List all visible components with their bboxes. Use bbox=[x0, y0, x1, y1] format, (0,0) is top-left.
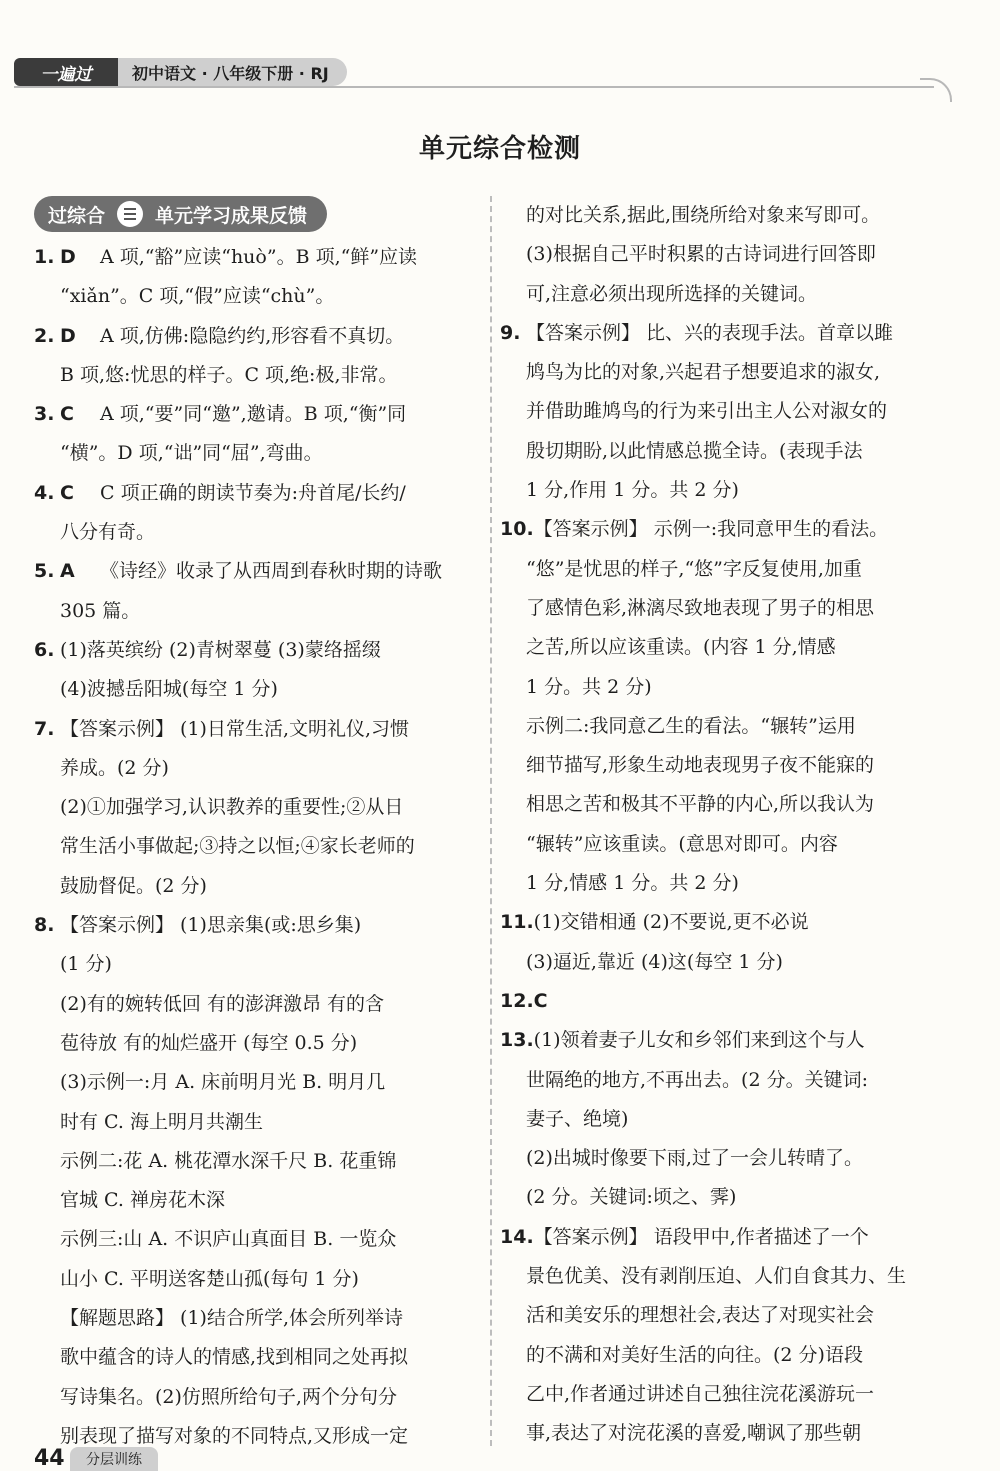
answer-choice: C bbox=[60, 481, 74, 504]
page-title: 单元综合检测 bbox=[418, 134, 581, 164]
answer-text: 活和美安乐的理想社会,表达了对现实社会 bbox=[526, 1304, 875, 1327]
answer-line bbox=[34, 317, 486, 356]
question-number: 11. bbox=[500, 911, 534, 934]
answer-line bbox=[500, 471, 952, 510]
answer-line bbox=[34, 238, 486, 277]
answer-text: 的对比关系,据此,围绕所给对象来写即可。 bbox=[526, 204, 881, 226]
answer-text: 1 分,作用 1 分。共 2 分) bbox=[526, 479, 739, 502]
answer-text: 常生活小事做起;③持之以恒;④家长老师的 bbox=[60, 835, 415, 858]
answer-line bbox=[34, 1103, 486, 1142]
answer-line bbox=[34, 277, 486, 316]
answer-text: 八分有奇。 bbox=[60, 521, 156, 544]
answer-text: (3)示例一:月 A. 床前明月光 B. 明月几 bbox=[60, 1071, 386, 1094]
answer-line bbox=[34, 670, 486, 709]
answer-text: 示例二:花 A. 桃花潭水深千尺 B. 花重锦 bbox=[60, 1149, 397, 1172]
answer-text: 示例三:山 A. 不识庐山真面目 B. 一览众 bbox=[60, 1228, 397, 1251]
answer-text: (1)落英缤纷 (2)青树翠蔓 (3)蒙络摇缀 bbox=[60, 638, 381, 661]
right-column bbox=[500, 196, 952, 1454]
answer-text: A 项,“要”同“邀”,邀请。B 项,“衡”同 bbox=[100, 403, 407, 426]
answer-line bbox=[500, 1178, 952, 1217]
answer-text: (2 分。关键词:顷之、霁) bbox=[526, 1186, 737, 1209]
question-number: 3. bbox=[34, 403, 55, 426]
answer-line bbox=[500, 1414, 952, 1453]
answer-text: (2)出城时像要下雨,过了一会儿转晴了。 bbox=[526, 1147, 863, 1170]
answer-text: 别表现了描写对象的不同特点,又形成一定 bbox=[60, 1424, 409, 1447]
answer-text: C 项正确的朗读节奏为:舟首尾/长约/ bbox=[100, 481, 406, 504]
answer-line bbox=[500, 432, 952, 471]
answer-text: 【答案示例】 语段甲中,作者描述了一个 bbox=[533, 1225, 869, 1248]
answer-text: 示例二:我同意乙生的看法。“辗转”运用 bbox=[526, 714, 856, 737]
answer-choice: D bbox=[60, 246, 76, 268]
answer-line bbox=[500, 785, 952, 824]
answer-line bbox=[34, 1220, 486, 1259]
question-number: 5. bbox=[34, 560, 55, 583]
answer-text: (1)领着妻子儿女和乡邻们来到这个与人 bbox=[533, 1029, 865, 1052]
question-number: 1. bbox=[34, 246, 55, 268]
answer-text: 苞待放 有的灿烂盛开 (每空 0.5 分) bbox=[60, 1031, 358, 1054]
answer-line bbox=[500, 1021, 952, 1060]
answer-line bbox=[500, 1218, 952, 1257]
answer-text: 官城 C. 禅房花木深 bbox=[60, 1189, 225, 1212]
answer-line bbox=[500, 746, 952, 785]
answer-line bbox=[500, 825, 952, 864]
answer-text: 事,表达了对浣花溪的喜爱,嘲讽了那些朝 bbox=[526, 1422, 862, 1445]
answer-line bbox=[500, 1375, 952, 1414]
answer-line bbox=[34, 513, 486, 552]
list-icon bbox=[117, 201, 143, 227]
answer-line bbox=[34, 1142, 486, 1181]
answer-text: (2)①加强学习,认识教养的重要性;②从日 bbox=[60, 796, 404, 819]
answer-text: 细节描写,形象生动地表现男子夜不能寐的 bbox=[526, 754, 875, 777]
answer-choice: D bbox=[60, 324, 76, 347]
answer-choice: C bbox=[60, 403, 74, 426]
brand-logo: 一遍过 bbox=[14, 58, 118, 86]
answer-line bbox=[500, 196, 952, 235]
answer-line bbox=[34, 1260, 486, 1299]
answer-line bbox=[34, 788, 486, 827]
answer-line bbox=[34, 592, 486, 631]
answer-line bbox=[500, 589, 952, 628]
answer-line bbox=[500, 1061, 952, 1100]
answer-line bbox=[34, 631, 486, 670]
answer-line bbox=[500, 392, 952, 431]
answer-text: 鼓励督促。(2 分) bbox=[60, 874, 207, 897]
answer-text: 鸠鸟为比的对象,兴起君子想要追求的淑女, bbox=[526, 361, 881, 384]
answer-text: (3)根据自己平时积累的古诗词进行回答即 bbox=[526, 243, 876, 266]
answer-line bbox=[500, 235, 952, 274]
answer-text: 写诗集名。(2)仿照所给句子,两个分句分 bbox=[60, 1385, 397, 1408]
answer-line bbox=[500, 982, 952, 1021]
banner-label: 过综合 bbox=[48, 204, 106, 227]
question-number: 7. bbox=[34, 717, 55, 740]
banner-subtitle: 单元学习成果反馈 bbox=[155, 204, 308, 227]
answer-line bbox=[34, 710, 486, 749]
answer-text: A 项,“豁”应读“huò”。B 项,“鲜”应读 bbox=[100, 246, 418, 268]
answer-line bbox=[34, 434, 486, 473]
answer-text: “辗转”应该重读。(意思对即可。内容 bbox=[526, 832, 838, 855]
answer-text: 殷切期盼,以此情感总揽全诗。(表现手法 bbox=[526, 439, 863, 462]
answer-text: 1 分,情感 1 分。共 2 分) bbox=[526, 872, 739, 895]
answer-text: 【答案示例】 (1)日常生活,文明礼仪,习惯 bbox=[60, 717, 410, 740]
question-number: 4. bbox=[34, 481, 55, 504]
answer-text: “横”。D 项,“诎”同“屈”,弯曲。 bbox=[60, 442, 323, 465]
answer-line bbox=[500, 1296, 952, 1335]
answer-line bbox=[34, 395, 486, 434]
answer-line bbox=[34, 474, 486, 513]
page-footer bbox=[0, 1448, 158, 1471]
running-header bbox=[14, 56, 347, 88]
answer-line bbox=[500, 707, 952, 746]
answer-line bbox=[500, 1100, 952, 1139]
answer-text: 之苦,所以应该重读。(内容 1 分,情感 bbox=[526, 636, 836, 659]
answer-line bbox=[34, 749, 486, 788]
answer-line bbox=[34, 1338, 486, 1377]
answer-text: 《诗经》收录了从西周到春秋时期的诗歌 bbox=[100, 560, 443, 583]
left-column bbox=[34, 196, 486, 1456]
header-rule-curve bbox=[920, 78, 952, 102]
answer-text: 歌中蕴含的诗人的情感,找到相同之处再拟 bbox=[60, 1346, 409, 1369]
answer-line bbox=[500, 1336, 952, 1375]
answer-line bbox=[34, 1024, 486, 1063]
answer-text: “xiǎn”。C 项,“假”应读“chù”。 bbox=[60, 285, 335, 308]
answer-text: 【解题思路】 (1)结合所学,体会所列举诗 bbox=[60, 1307, 403, 1330]
answer-choice: C bbox=[533, 989, 548, 1012]
question-number: 14. bbox=[500, 1225, 534, 1248]
answer-text: “悠”是忧思的样子,“悠”字反复使用,加重 bbox=[526, 557, 862, 580]
answer-line bbox=[34, 906, 486, 945]
answer-line bbox=[34, 867, 486, 906]
answer-line bbox=[500, 510, 952, 549]
answer-text: (2)有的婉转低回 有的澎湃激昂 有的含 bbox=[60, 992, 384, 1015]
question-number: 13. bbox=[500, 1029, 534, 1052]
section-banner bbox=[34, 196, 327, 232]
column-divider bbox=[490, 196, 492, 1446]
answer-text: 了感情色彩,淋漓尽致地表现了男子的相思 bbox=[526, 596, 875, 619]
answer-line bbox=[500, 628, 952, 667]
answer-choice: A bbox=[60, 560, 75, 583]
answer-line bbox=[500, 314, 952, 353]
answer-text: (3)逼近,靠近 (4)这(每空 1 分) bbox=[526, 950, 783, 973]
footer-tab: 分层训练 bbox=[70, 1447, 158, 1471]
answer-line bbox=[500, 550, 952, 589]
answer-text: 305 篇。 bbox=[60, 599, 141, 622]
answer-line bbox=[34, 356, 486, 395]
answer-text: 乙中,作者通过讲述自己独往浣花溪游玩一 bbox=[526, 1382, 875, 1405]
answer-line bbox=[34, 985, 486, 1024]
question-number: 8. bbox=[34, 914, 55, 937]
answer-line bbox=[500, 903, 952, 942]
book-title: 初中语文 · 八年级下册 · RJ bbox=[118, 58, 347, 86]
answer-text: 的不满和对美好生活的向往。(2 分)语段 bbox=[526, 1343, 863, 1366]
answer-text: A 项,仿佛:隐隐约约,形容看不真切。 bbox=[100, 324, 405, 347]
answer-line bbox=[500, 864, 952, 903]
header-rule bbox=[14, 86, 934, 88]
answer-line bbox=[34, 1378, 486, 1417]
answer-line bbox=[500, 1139, 952, 1178]
answer-line bbox=[500, 668, 952, 707]
question-number: 2. bbox=[34, 324, 55, 347]
answer-line bbox=[34, 827, 486, 866]
question-number: 12. bbox=[500, 989, 534, 1012]
page-number: 44 bbox=[34, 1446, 65, 1471]
answer-text: (1 分) bbox=[60, 953, 112, 976]
answer-text: (4)波撼岳阳城(每空 1 分) bbox=[60, 678, 278, 701]
answer-line bbox=[34, 1181, 486, 1220]
answer-text: (1)交错相通 (2)不要说,更不必说 bbox=[533, 911, 809, 934]
question-number: 10. bbox=[500, 518, 534, 541]
question-number: 9. bbox=[500, 321, 521, 344]
answer-text: 并借助雎鸠鸟的行为来引出主人公对淑女的 bbox=[526, 400, 888, 423]
answer-line bbox=[34, 1299, 486, 1338]
answer-line bbox=[34, 1063, 486, 1102]
answer-line bbox=[34, 552, 486, 591]
answer-text: 山小 C. 平明送客楚山孤(每句 1 分) bbox=[60, 1267, 359, 1290]
answer-line bbox=[500, 1257, 952, 1296]
answer-line bbox=[34, 945, 486, 984]
answer-text: 养成。(2 分) bbox=[60, 756, 169, 779]
answer-text: B 项,悠:忧思的样子。C 项,绝:极,非常。 bbox=[60, 363, 398, 386]
answer-text: 相思之苦和极其不平静的内心,所以我认为 bbox=[526, 793, 875, 816]
answer-text: 【答案示例】 示例一:我同意甲生的看法。 bbox=[533, 518, 889, 541]
answer-text: 可,注意必须出现所选择的关键词。 bbox=[526, 282, 818, 305]
answer-line bbox=[500, 275, 952, 314]
answer-text: 时有 C. 海上明月共潮生 bbox=[60, 1110, 263, 1133]
answer-line bbox=[500, 353, 952, 392]
answer-text: 景色优美、没有剥削压迫、人们自食其力、生 bbox=[526, 1265, 907, 1288]
answer-text: 【答案示例】 (1)思亲集(或:思乡集) bbox=[60, 914, 362, 937]
answer-text: 【答案示例】 比、兴的表现手法。首章以雎 bbox=[526, 321, 894, 344]
answer-text: 1 分。共 2 分) bbox=[526, 675, 652, 698]
answer-text: 世隔绝的地方,不再出去。(2 分。关键词: bbox=[526, 1068, 868, 1091]
question-number: 6. bbox=[34, 638, 55, 661]
answer-line bbox=[500, 943, 952, 982]
answer-text: 妻子、绝境) bbox=[526, 1107, 629, 1130]
